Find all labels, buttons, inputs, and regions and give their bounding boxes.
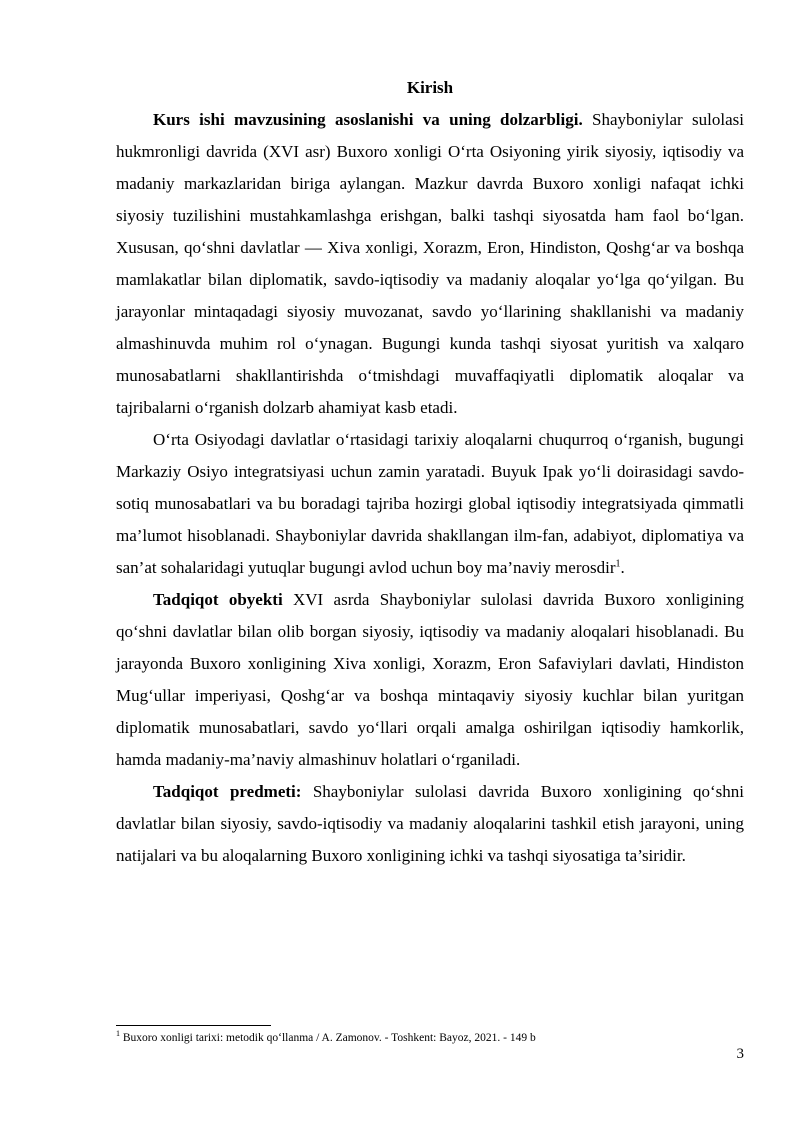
- footnote-text: Buxoro xonligi tarixi: metodik qo‘llanma / A. Zamonov. - Toshkent: Bayoz, 2021. - 149 b: [120, 1032, 536, 1044]
- paragraph-text: XVI asrda Shayboniylar sulolasi davrida Buxoro xonligining qo‘shni davlatlar bilan olib borgan siyosiy, iqtisodiy va madaniy aloqalari hisoblanadi. Bu jarayonda Buxoro xonligining Xiva xonligi, Xorazm, Eron Safaviylari davlati, Hindiston Mug‘ullar imperiyasi, Qoshg‘ar va boshqa mintaqaviy siyosiy kuchlar bilan yuritgan diplomatik munosabatlari, savdo yo‘llari orqali amalga oshirilgan iqtisodiy hamkorlik, hamda madaniy-ma’naviy almashinuv holatlari o‘rganiladi.: [116, 590, 744, 769]
- paragraph-relevance: [116, 104, 744, 424]
- paragraph-text: Shayboniylar sulolasi davrida Buxoro xonligining qo‘shni davlatlar bilan siyosiy, savdo-iqtisodiy va madaniy aloqalarini tashkil etish jarayoni, uning natijalari va bu aloqalarning Buxoro xonligining ichki va tashqi siyosatiga ta’siridir.: [116, 782, 745, 865]
- paragraph-lead: Tadqiqot predmeti:: [153, 782, 302, 801]
- page-body: [116, 72, 744, 872]
- paragraph-lead: Tadqiqot obyekti: [153, 590, 283, 609]
- page-title: Kirish: [406, 78, 454, 97]
- paragraph-subject: [116, 776, 744, 872]
- paragraph-lead: Kurs ishi mavzusining asoslanishi va uning dolzarbligi.: [153, 110, 583, 129]
- footnote-reference[interactable]: 1: [615, 558, 621, 570]
- paragraph-tail: .: [620, 558, 625, 577]
- footnote: [116, 1031, 756, 1045]
- footnote-divider: [116, 1025, 271, 1026]
- paragraph-object: [116, 584, 744, 776]
- paragraph-text: O‘rta Osiyodagi davlatlar o‘rtasidagi tarixiy aloqalarni chuqurroq o‘rganish, bugungi Markaziy Osiyo integratsiyasi uchun zamin yaratadi. Buyuk Ipak yo‘li doirasidagi savdo-sotiq munosabatlari va bu boradagi tajriba hozirgi global iqtisodiy integratsiyada qimmatli ma’lumot hisoblanadi. Shayboniylar davrida shakllangan ilm-fan, adabiyot, diplomatiya va san’at sohalaridagi yutuqlar bugungi avlod uchun boy ma’naviy merosdir: [116, 430, 744, 577]
- page-number: 3: [736, 1046, 744, 1062]
- footnote-mark: 1: [116, 1029, 120, 1039]
- paragraph-history: [116, 424, 744, 584]
- paragraph-text: Shayboniylar sulolasi hukmronligi davrida (XVI asr) Buxoro xonligi O‘rta Osiyoning yirik siyosiy, iqtisodiy va madaniy markazlaridan biriga aylangan. Mazkur davrda Buxoro xonligi nafaqat ichki siyosiy tuzilishini mustahkamlashga erishgan, balki tashqi siyosatda ham faol bo‘lgan. Xususan, qo‘shni davlatlar — Xiva xonligi, Xorazm, Eron, Hindiston, Qoshg‘ar va boshqa mamlakatlar bilan diplomatik, savdo-iqtisodiy va madaniy aloqalar yo‘lga qo‘yilgan. Bu jarayonlar mintaqadagi siyosiy muvozanat, savdo yo‘llarining shakllanishi va madaniy almashinuvda muhim rol o‘ynagan. Bugungi kunda tashqi siyosat yuritish va xalqaro munosabatlarni shakllantirishda o‘tmishdagi muvaffaqiyatli diplomatik aloqalar va tajribalarni o‘rganish dolzarb ahamiyat kasb etadi.: [116, 110, 744, 417]
